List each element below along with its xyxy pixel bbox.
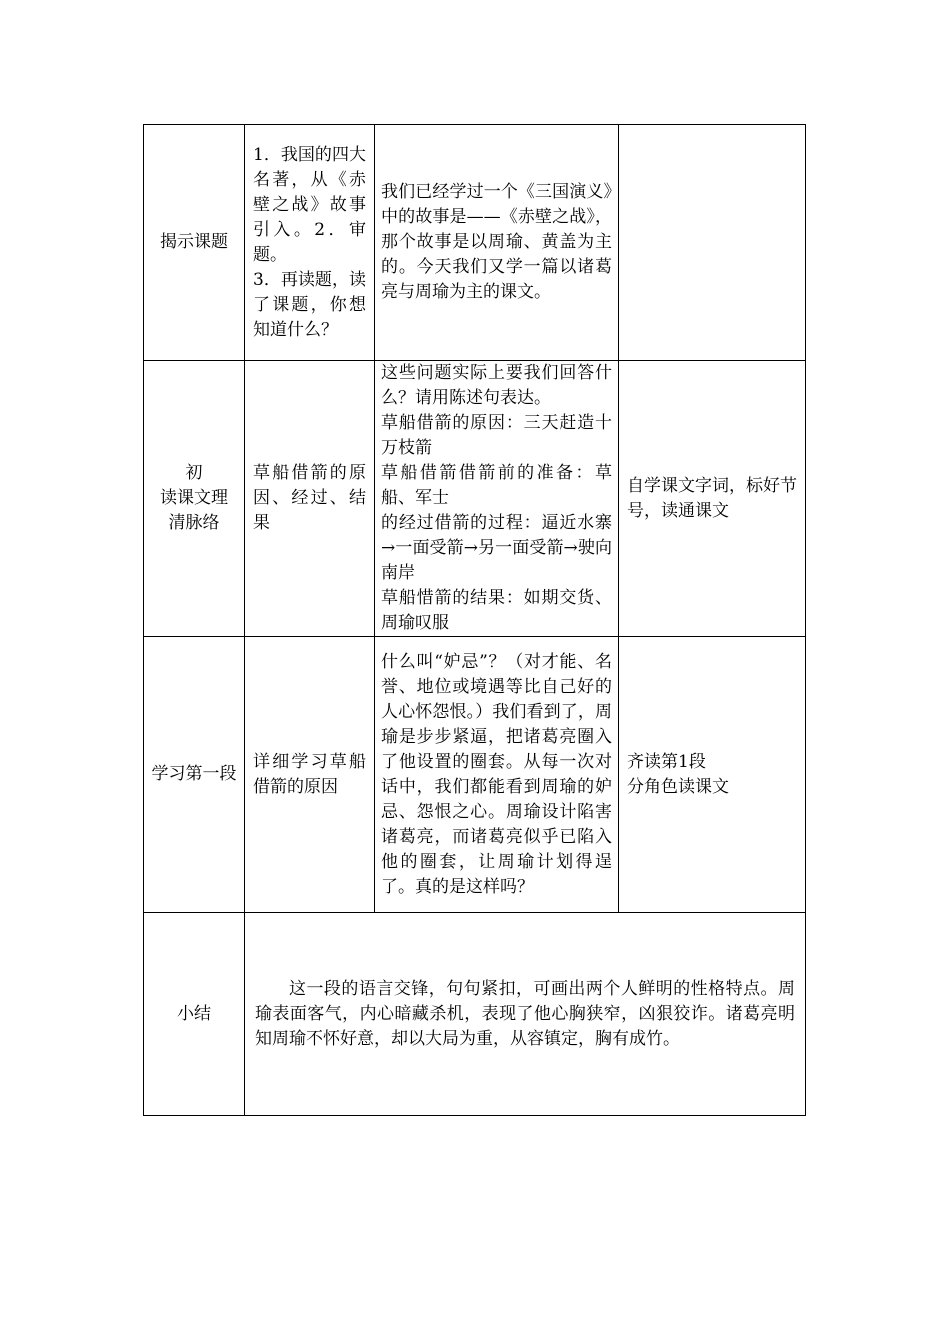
stage-line: 初	[185, 463, 203, 483]
student-cell	[619, 361, 806, 637]
activity-line: 详细学习草船借箭的原因	[253, 751, 366, 797]
activity-cell	[245, 125, 375, 361]
teacher-line: 草船惜箭的结果：如期交货、周瑜叹服	[381, 588, 612, 633]
stage-cell	[144, 361, 245, 637]
lesson-plan-table	[143, 124, 806, 1116]
student-cell	[619, 125, 806, 361]
stage-label: 学习第一段	[151, 764, 237, 784]
stage-cell	[144, 125, 245, 361]
activity-cell	[245, 637, 375, 913]
stage-cell	[144, 637, 245, 913]
teacher-line: 草船借箭的原因：三天赶造十万枝箭	[381, 413, 612, 458]
activity-line: 草船借箭的原因、经过、结果	[253, 463, 366, 533]
activity-cell	[245, 361, 375, 637]
stage-label: 揭示课题	[160, 232, 228, 252]
student-cell	[619, 637, 806, 913]
activity-line: 3．再读题，读了课题，你想知道什么？	[253, 269, 366, 340]
student-line: 分角色读课文	[627, 776, 729, 797]
stage-cell	[144, 913, 245, 1116]
table-row	[144, 125, 806, 361]
stage-label: 小结	[177, 1003, 211, 1024]
table-row	[144, 361, 806, 637]
teacher-line: 我们已经学过一个《三国演义》中的故事是——《赤壁之战》，那个故事是以周瑜、黄盖为主的。今天我们又学一篇以诸葛亮与周瑜为主的课文。	[381, 182, 612, 302]
teacher-line: 什么叫“妒忌”？（对才能、名誉、地位或境遇等比自己好的人心怀怨恨。）我们看到了，周瑜是步步紧逼，把诸葛亮圈入了他设置的圈套。从每一次对话中，我们都能看到周瑜的妒忌、怨恨之心。周瑜设计陷害诸葛亮，而诸葛亮似乎已陷入他的圈套，让周瑜计划得逞了。真的是这样吗？	[381, 651, 612, 897]
table-row	[144, 913, 806, 1116]
stage-line: 读课文理	[160, 488, 228, 508]
activity-line: 1．我国的四大名著，从《赤壁之战》故事引入。2．审题。	[253, 144, 366, 265]
summary-text: 这一段的语言交锋，句句紧扣，可画出两个人鲜明的性格特点。周瑜表面客气，内心暗藏杀机，表现了他心胸狭窄，凶狠狡诈。诸葛亮明知周瑜不怀好意，却以大局为重，从容镇定，胸有成竹。	[255, 978, 795, 1049]
teacher-cell	[375, 361, 619, 637]
student-line: 齐读第1段	[627, 751, 706, 772]
student-line: 自学课文字词，标好节号，读通课文	[627, 475, 797, 521]
teacher-line: 这些问题实际上要我们回答什么？请用陈述句表达。	[381, 363, 612, 408]
summary-cell	[245, 913, 806, 1116]
table-row	[144, 637, 806, 913]
teacher-cell	[375, 637, 619, 913]
stage-line: 清脉络	[168, 513, 220, 533]
teacher-line: 草船借箭借箭前的准备：草船、军士	[381, 463, 612, 508]
teacher-cell	[375, 125, 619, 361]
teacher-line: 的经过借箭的过程：逼近水寨→一面受箭→另一面受箭→驶向南岸	[381, 513, 612, 583]
